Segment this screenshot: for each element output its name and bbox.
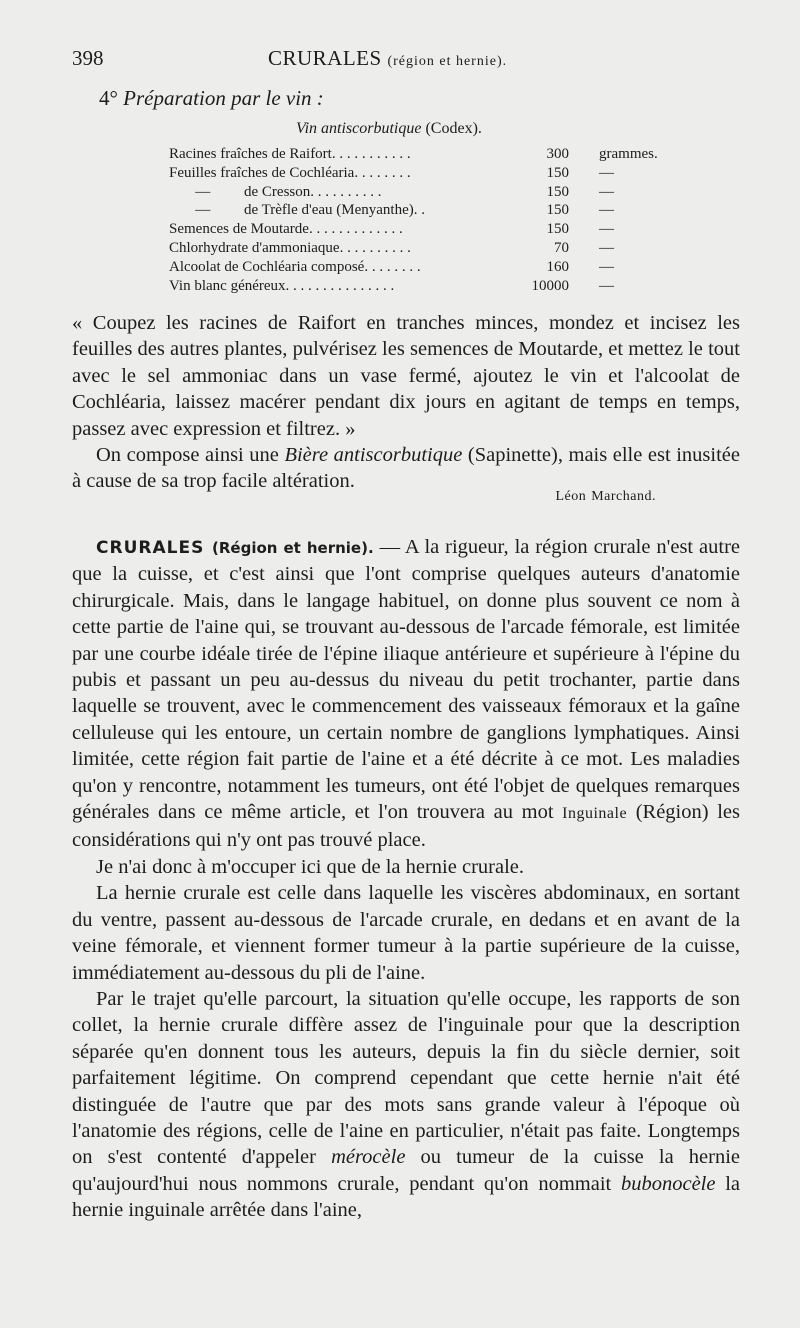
ingredient-quantity: 150 [546,164,569,181]
ingredient-unit: — [599,202,614,219]
entry-heading-subtitle: (Région et hernie). [212,539,374,557]
section-number: 4° [99,86,118,110]
paragraph-text: (Sapinette), mais elle est inusitée à cause de sa trop facile altération. [72,444,740,493]
ingredient-quantity: 300 [546,146,569,162]
ingredient-unit: — [599,221,614,238]
ingredient-quantity: 70 [554,239,569,256]
recipe-source: (Codex). [425,120,482,137]
page-header [72,46,740,76]
ingredient-name: Vin blanc généreux. . . . . . . . . . . . . . . [169,277,395,294]
ingredient-name: Chlorhydrate d'ammoniaque. . . . . . . . . . [169,239,411,256]
author-signature [555,484,656,505]
section-title: Préparation par le vin : [123,86,324,110]
recipe-title [296,120,482,138]
cross-reference: Inguinale [562,805,628,823]
ingredient-name: — de Cresson. . . . . . . . . . [169,183,382,200]
entry-heading-title: CRURALES [96,538,205,558]
ingredient-name: — de Trèfle d'eau (Menyanthe). . [169,202,425,219]
paragraph-crurales [72,534,740,854]
ingredient-quantity: 150 [546,202,569,219]
ingredient-unit: — [599,164,614,181]
paragraph-text: — A la rigueur, la région crurale n'est autre que la cuisse, et c'est ainsi que l'ont comprise quelques auteurs d'anatomie chirurgicale. Mais, dans le langage habituel, on donne plus souvent ce nom à cette partie de l'aine qui, se trouvant au-dessous de l'arcade fémorale, est limitée par une courbe idéale tirée de l'épine iliaque antérieure et supérieure à l'épine du pubis et passant un peu au-dessus du niveau du petit trochanter, partie dans laquelle se trouvent, avec le commencement des vaisseaux fémoraux et la gaîne celluleuse qui les entoure, un certain nombre de ganglions lymphatiques. Ainsi limitée, cette région fait partie de l'aine et a été décrite à ce mot. Les maladies qu'on y rencontre, notamment les tumeurs, ont été l'objet de quelques remarques générales dans ce même article, et l'on trouvera au mot [72,536,741,824]
ingredient-quantity: 150 [546,183,569,200]
ingredient-unit: grammes. [599,146,658,162]
ingredient-quantity: 150 [546,221,569,238]
ingredient-unit: — [599,277,614,294]
recipe-name: Vin antiscorbutique [296,120,422,137]
paragraph-italic: mérocèle [331,1146,406,1169]
ingredient-row [169,164,649,183]
ingredient-list [169,145,658,295]
body-text-main [72,534,740,1224]
paragraph-history [72,986,740,1224]
ingredient-name: Racines fraîches de Raifort. . . . . . . . . . . [169,146,411,162]
paragraph-text: ou tumeur de la cuisse la hernie qu'aujourd'hui nous nommons crurale, pendant qu'on nommait [72,1146,740,1195]
ingredient-unit: — [599,258,614,275]
ingredient-quantity: 10000 [531,277,569,294]
running-head-subtitle: (région et hernie). [387,54,508,69]
running-head [268,46,507,71]
ingredient-name: Alcoolat de Cochléaria composé. . . . . . . . [169,258,421,275]
ingredient-unit: — [599,183,614,200]
signature-first-name: Léon [555,489,587,504]
signature-last-name: Marchand. [591,489,656,504]
ingredient-name: Semences de Moutarde. . . . . . . . . . . . . [169,221,403,238]
page-number: 398 [72,46,104,70]
ingredient-row [169,145,658,164]
paragraph-text: la hernie inguinale arrêtée dans l'aine, [72,1172,741,1222]
paragraph-intro: Je n'ai donc à m'occuper ici que de la hernie crurale. [96,855,524,878]
section-heading [99,86,324,111]
ingredient-row [169,183,649,202]
running-head-title: CRURALES [268,46,382,70]
entry-heading [96,538,374,558]
paragraph-definition: La hernie crurale est celle dans laquelle les viscères abdominaux, en sortant du ventre, passent au-dessous de l'arcade crurale, en dedans et en avant de la veine fémorale, et viennent former tumeur à la partie supérieure de la cuisse, immédiatement au-dessous du pli de l'aine. [72,882,740,984]
paragraph-text: On compose ainsi une [96,444,285,467]
ingredient-unit: — [599,239,614,256]
ingredient-row [169,220,649,239]
ingredient-row [169,277,649,296]
ingredient-quantity: 160 [546,258,569,275]
paragraph-italic: bubonocèle [620,1172,716,1195]
paragraph-italic: Bière antiscorbutique [284,444,463,467]
body-text-upper [72,310,740,495]
paragraph-text: (Région) les considérations qui n'y ont pas trouvé place. [72,801,740,852]
ingredient-name: Feuilles fraîches de Cochléaria. . . . . . . . [169,164,411,181]
paragraph-text: Par le trajet qu'elle parcourt, la situation qu'elle occupe, les rapports de son collet, la hernie crurale diffère assez de l'inguinale pour que la description séparée qu'en donnent tous les auteurs, depuis la fin du siècle dernier, soit parfaitement légitime. On comprend cependant que cette hernie n'ait été distinguée de l'autre que par des mots sans grande valeur à l'époque où l'anatomie des régions, celle de l'aine en particulier, n'était pas faite. Longtemps on s'est contenté d'appeler [72,987,740,1169]
ingredient-row [169,239,649,258]
ingredient-row [169,201,649,220]
ingredient-row [169,258,649,277]
paragraph-instructions: « Coupez les racines de Raifort en tranches minces, mondez et incisez les feuilles des autres plantes, pulvérisez les semences de Moutarde, et mettez le tout avec le sel ammoniac dans un vase fermé, ajoutez le vin et l'alcoolat de Cochléaria, laissez macérer pendant dix jours en agitant de temps en temps, passez avec expression et filtrez. » [72,312,740,440]
